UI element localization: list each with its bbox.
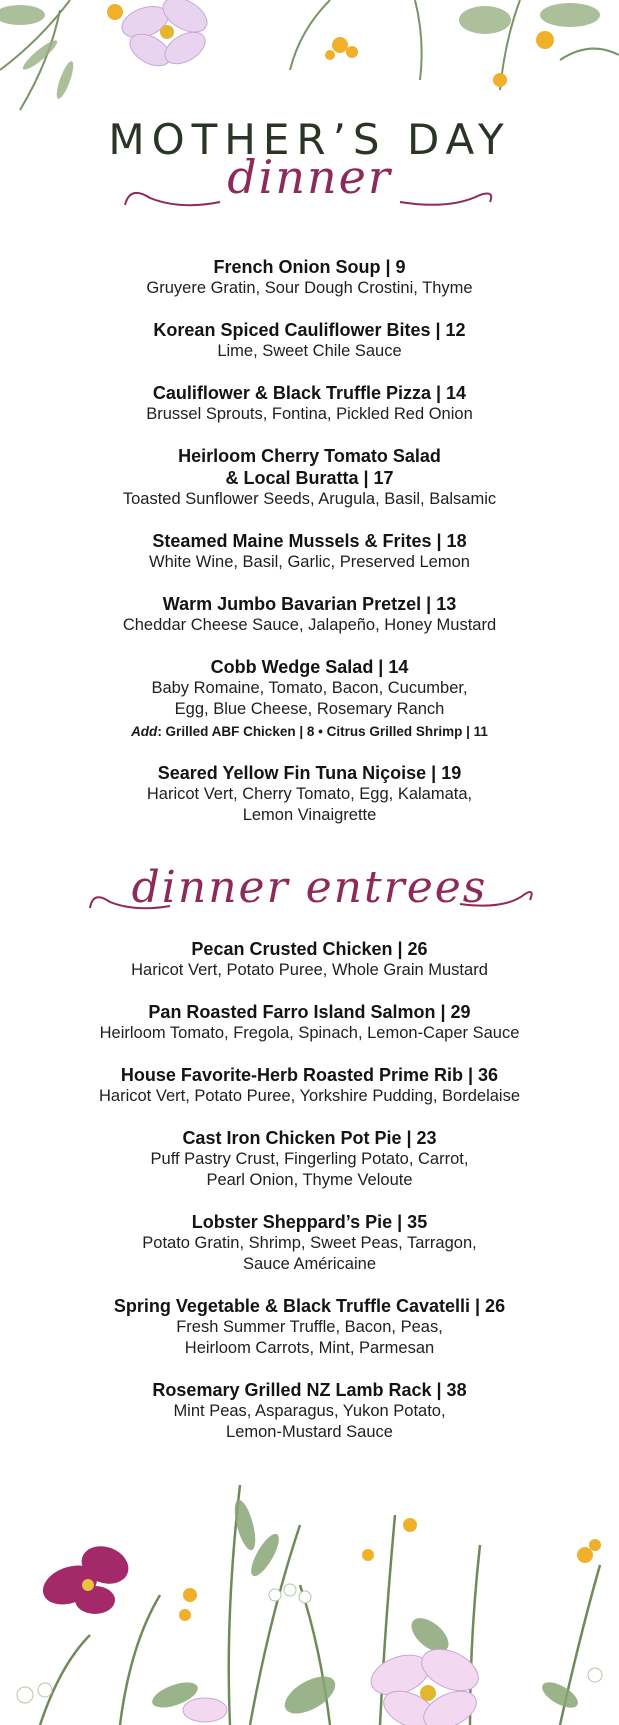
dinner-script-heading: dinner xyxy=(227,150,392,204)
menu-item xyxy=(0,762,619,826)
menu-item xyxy=(0,319,619,362)
item-description: Gruyere Gratin, Sour Dough Crostini, Thyme xyxy=(146,279,473,297)
item-name: Spring Vegetable & Black Truffle Cavatelli | 26 xyxy=(113,1296,506,1316)
menu-item xyxy=(0,593,619,636)
menu-item xyxy=(0,530,619,573)
floral-footer-decoration xyxy=(0,1465,619,1725)
menu-item xyxy=(0,656,619,742)
menu-item xyxy=(0,938,619,981)
item-description: Egg, Blue Cheese, Rosemary Ranch xyxy=(174,700,445,718)
item-description: Toasted Sunflower Seeds, Arugula, Basil, Balsamic xyxy=(122,490,497,508)
item-description: Pearl Onion, Thyme Veloute xyxy=(206,1171,413,1189)
item-description: Lemon-Mustard Sauce xyxy=(226,1423,393,1441)
item-description: Heirloom Tomato, Fregola, Spinach, Lemon-Caper Sauce xyxy=(99,1024,520,1042)
item-name: House Favorite-Herb Roasted Prime Rib | 36 xyxy=(120,1065,499,1085)
item-description: Heirloom Carrots, Mint, Parmesan xyxy=(184,1339,435,1357)
item-description: Sauce Américaine xyxy=(243,1255,376,1273)
entrees-script-heading: dinner entrees xyxy=(131,862,488,913)
item-name-line2: & Local Buratta | 17 xyxy=(225,468,394,488)
item-description: Haricot Vert, Potato Puree, Whole Grain Mustard xyxy=(131,961,488,979)
menu-item xyxy=(0,256,619,299)
menu-item xyxy=(0,1064,619,1107)
item-name: Cast Iron Chicken Pot Pie | 23 xyxy=(182,1128,437,1148)
item-description: Lemon Vinaigrette xyxy=(242,806,377,824)
menu-item xyxy=(0,382,619,425)
page-title: MOTHER’S DAY xyxy=(108,115,511,164)
item-description: Lime, Sweet Chile Sauce xyxy=(217,342,402,360)
addon-label: Add xyxy=(131,724,158,739)
item-description: Baby Romaine, Tomato, Bacon, Cucumber, xyxy=(151,679,468,697)
item-name: Cauliflower & Black Truffle Pizza | 14 xyxy=(152,383,467,403)
item-addon xyxy=(0,722,619,742)
item-name: French Onion Soup | 9 xyxy=(213,257,406,277)
item-description: Cheddar Cheese Sauce, Jalapeño, Honey Mustard xyxy=(122,616,497,634)
item-name: Heirloom Cherry Tomato Salad xyxy=(178,446,441,466)
item-description: Brussel Sprouts, Fontina, Pickled Red Onion xyxy=(146,405,473,423)
entrees-menu-section xyxy=(0,938,619,1463)
item-description: White Wine, Basil, Garlic, Preserved Lemon xyxy=(149,553,470,571)
menu-item xyxy=(0,445,619,510)
menu-item xyxy=(0,1295,619,1359)
item-description: Haricot Vert, Cherry Tomato, Egg, Kalamata, xyxy=(146,785,473,803)
item-name: Pecan Crusted Chicken | 26 xyxy=(191,939,428,959)
item-description: Puff Pastry Crust, Fingerling Potato, Carrot, xyxy=(150,1150,469,1168)
floral-header-decoration xyxy=(0,0,619,120)
item-name: Rosemary Grilled NZ Lamb Rack | 38 xyxy=(152,1380,467,1400)
menu-item xyxy=(0,1379,619,1443)
item-description: Haricot Vert, Potato Puree, Yorkshire Pudding, Bordelaise xyxy=(99,1087,520,1105)
addon-text: : Grilled ABF Chicken | 8 • Citrus Grilled Shrimp | 11 xyxy=(157,724,488,739)
item-name: Korean Spiced Cauliflower Bites | 12 xyxy=(153,320,466,340)
item-description: Mint Peas, Asparagus, Yukon Potato, xyxy=(173,1402,446,1420)
menu-item xyxy=(0,1001,619,1044)
menu-item xyxy=(0,1211,619,1275)
item-description: Fresh Summer Truffle, Bacon, Peas, xyxy=(176,1318,443,1336)
item-name: Lobster Sheppard’s Pie | 35 xyxy=(191,1212,428,1232)
item-name: Cobb Wedge Salad | 14 xyxy=(210,657,409,677)
starters-menu-section xyxy=(0,256,619,846)
item-name: Steamed Maine Mussels & Frites | 18 xyxy=(152,531,467,551)
item-description: Potato Gratin, Shrimp, Sweet Peas, Tarragon, xyxy=(142,1234,477,1252)
menu-item xyxy=(0,1127,619,1191)
item-name: Seared Yellow Fin Tuna Niçoise | 19 xyxy=(157,763,462,783)
item-name: Warm Jumbo Bavarian Pretzel | 13 xyxy=(162,594,457,614)
item-name: Pan Roasted Farro Island Salmon | 29 xyxy=(148,1002,471,1022)
